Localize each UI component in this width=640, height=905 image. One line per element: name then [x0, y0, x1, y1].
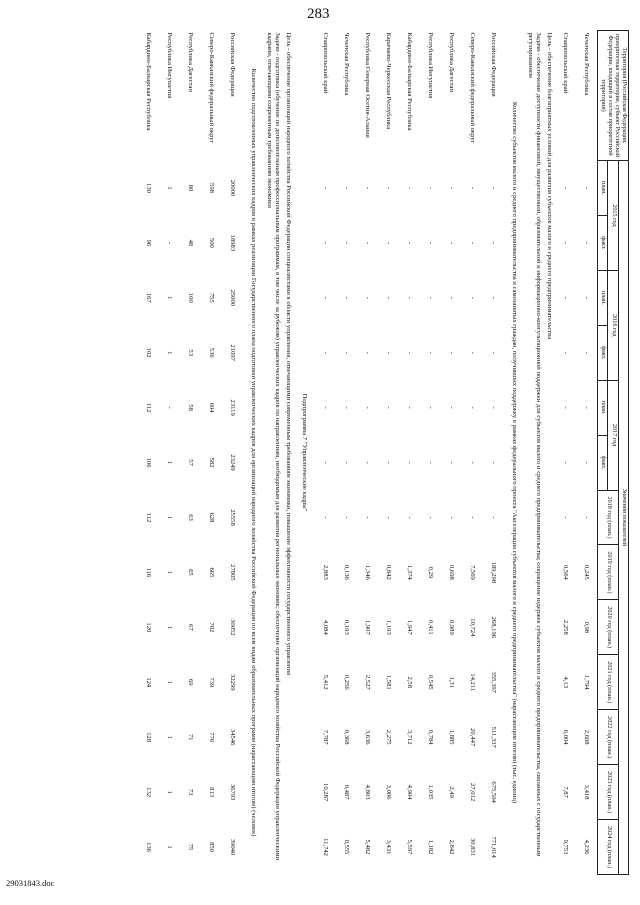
value-cell: -: [583, 241, 591, 244]
value-cell: -: [448, 406, 456, 409]
value-cell: 116: [145, 567, 153, 578]
value-cell: 23119: [229, 399, 237, 416]
value-cell: 27,012: [469, 783, 477, 802]
value-cell: 124: [145, 677, 153, 688]
value-cell: 755: [208, 292, 216, 303]
value-cell: -: [364, 516, 372, 519]
value-cell: 18983: [229, 234, 237, 252]
value-cell: -: [490, 186, 498, 190]
value-cell: 58: [187, 404, 195, 411]
value-cell: 1,885: [448, 729, 456, 745]
territory-cell: Ставропольский край: [322, 32, 330, 94]
value-cell: 500: [208, 237, 216, 248]
value-cell: 702: [208, 622, 216, 633]
indicator-heading-row: [294, 31, 315, 875]
value-cell: 39040: [229, 838, 237, 856]
value-cell: 1,035: [427, 784, 435, 800]
value-cell: -: [322, 516, 330, 519]
value-cell: -: [490, 516, 498, 519]
plan-header: план.: [598, 380, 608, 435]
value-cell: -: [562, 296, 570, 299]
territory-cell: Российская Федерация: [229, 32, 237, 97]
value-cell: -: [490, 351, 498, 354]
value-cell: -: [385, 461, 393, 464]
territory-cell: Северо-Кавказский федеральный округ: [208, 32, 216, 144]
value-cell: 120: [145, 622, 153, 633]
table-body: [138, 31, 598, 875]
value-cell: 6,004: [562, 729, 570, 745]
value-cell: -: [562, 186, 570, 190]
value-cell: -: [406, 406, 414, 409]
value-cell: -: [469, 296, 477, 299]
value-cell: 36793: [229, 783, 237, 801]
value-cell: 1,182: [427, 839, 435, 855]
goal-text-row: [525, 31, 544, 875]
value-cell: 665: [208, 567, 216, 578]
value-cell: -: [343, 241, 351, 244]
value-cell: 813: [208, 787, 216, 798]
value-cell: -: [406, 186, 414, 190]
value-cell: 48: [187, 239, 195, 247]
value-cell: 2,275: [385, 729, 393, 745]
value-cell: -: [448, 351, 456, 354]
year-2020-header: 2020 год (план.): [598, 600, 619, 655]
value-cell: 0,555: [343, 839, 351, 855]
value-cell: -: [469, 406, 477, 409]
territory-header: Территория (Российская Федерация, приоритетная территория, субъект Российской Федерации, входящий в состав приоритетной территории): [598, 31, 629, 161]
value-cell: -: [427, 186, 435, 190]
territory-cell: Российская Федерация: [490, 32, 498, 97]
value-cell: 69: [187, 678, 195, 686]
table-row: [336, 31, 357, 875]
fact-header: факт.: [598, 435, 608, 490]
values-header: Значения показателей: [619, 161, 629, 875]
year-2015-header: 2015 год: [608, 161, 619, 271]
table-row: [357, 31, 378, 875]
table-row: [576, 31, 598, 875]
territory-cell: Чеченская Республика: [583, 32, 591, 96]
value-cell: 21097: [229, 344, 237, 361]
value-cell: 0,564: [562, 564, 570, 580]
value-cell: 4,13: [562, 676, 570, 689]
value-cell: 1,346: [364, 564, 372, 580]
value-cell: -: [490, 406, 498, 409]
value-cell: 776: [208, 732, 216, 743]
table-row: [315, 31, 336, 875]
value-cell: -: [385, 241, 393, 244]
table-row: [180, 31, 201, 875]
value-cell: 30,831: [469, 837, 477, 857]
value-cell: 102: [145, 347, 153, 358]
value-cell: 27805: [229, 564, 237, 581]
value-cell: 1: [166, 515, 174, 520]
value-cell: -: [427, 406, 435, 409]
value-cell: 582: [208, 457, 216, 468]
value-cell: 136: [145, 842, 153, 852]
value-cell: -: [166, 241, 174, 244]
value-cell: 1,907: [364, 619, 372, 635]
value-cell: 5,482: [364, 839, 372, 855]
value-cell: 1,374: [406, 564, 414, 580]
table-header: [598, 31, 629, 875]
value-cell: 63: [187, 514, 195, 521]
value-cell: -: [343, 461, 351, 464]
indicator-heading: Количество субъектов малого и среднего предпринимательства и самозанятых граждан, получивших поддержку в рамках федерального проекта "Акселерация субъектов малого и среднего предпринимательства" (нарастающим итогом) (тыс. единиц): [511, 101, 519, 804]
value-cell: 7,87: [562, 786, 570, 798]
value-cell: -: [469, 186, 477, 190]
territory-cell: Республика Дагестан: [187, 32, 195, 93]
year-2022-header: 2022 год (план.): [598, 710, 619, 765]
value-cell: 4,084: [322, 619, 330, 635]
goal-text: Задачи - обеспечение доступности финансовой, имущественной, образовательной и информационно-консультационной поддержки для субъектов малого и среднего предпринимательства; сокращение издержек субъектов малого и среднего предпринимательства, связанных с государственным регулированием: [527, 32, 542, 857]
value-cell: 132: [145, 787, 153, 798]
value-cell: 4,236: [583, 839, 591, 855]
value-cell: 1: [166, 790, 174, 794]
value-cell: 0,136: [343, 564, 351, 580]
value-cell: 0,193: [343, 619, 351, 635]
value-cell: -: [343, 406, 351, 409]
year-2024-header: 2024 год (план.): [598, 820, 619, 875]
value-cell: 65: [187, 569, 195, 576]
territory-cell: Кабардино-Балкарская Республика: [145, 32, 153, 131]
indicator-heading: Количество подготовленных управленческих кадров в рамках реализации Государственного плана подготовки управленческих кадров для организаций народного хозяйства Российской Федерации по всем видам образовательных программ (нарастающим итогом) (человек): [250, 68, 258, 837]
rotated-table-area: [29, 30, 629, 875]
indicator-heading-row: [243, 31, 264, 875]
value-cell: -: [364, 406, 372, 409]
fact-header: факт.: [598, 325, 608, 380]
value-cell: 30052: [229, 619, 237, 636]
value-cell: 11,742: [322, 838, 330, 856]
value-cell: 0,98: [583, 621, 591, 634]
fact-header: факт.: [598, 215, 608, 270]
goal-text: Задачи - подготовка (обучение по дополнительным профессиональным программам, в том числе за рубежом) управленческих кадров по направлениям, необходимым для развития региональных экономик; обеспечение организаций народного хозяйства Российской Федерации управленческими кадрами, отвечающими современным требованиям экономики: [266, 32, 281, 861]
value-cell: -: [364, 296, 372, 299]
value-cell: 2,883: [322, 564, 330, 580]
value-cell: 3,006: [385, 784, 393, 800]
value-cell: -: [427, 241, 435, 244]
table-row: [555, 31, 576, 875]
value-cell: 1: [166, 625, 174, 629]
value-cell: -: [385, 186, 393, 190]
value-cell: 0,29: [427, 566, 435, 579]
plan-header: план.: [598, 161, 608, 216]
value-cell: -: [427, 461, 435, 464]
value-cell: 1: [166, 186, 174, 190]
table-row: [399, 31, 420, 875]
value-cell: -: [385, 351, 393, 354]
goal-text-row: [544, 31, 555, 875]
value-cell: -: [385, 516, 393, 519]
value-cell: -: [448, 241, 456, 244]
value-cell: 1,794: [583, 674, 591, 690]
value-cell: 14,211: [469, 673, 477, 692]
territory-cell: Ставропольский край: [562, 32, 570, 94]
value-cell: 771,014: [490, 836, 498, 858]
value-cell: 10,724: [469, 618, 477, 637]
table-row: [483, 31, 504, 875]
value-cell: -: [448, 461, 456, 464]
value-cell: -: [364, 461, 372, 464]
value-cell: -: [343, 351, 351, 354]
value-cell: 1: [166, 296, 174, 300]
value-cell: -: [343, 516, 351, 519]
value-cell: 0,989: [448, 619, 456, 635]
territory-cell: Карачаево-Черкесская Республика: [385, 32, 393, 130]
value-cell: -: [490, 241, 498, 244]
value-cell: -: [343, 296, 351, 299]
value-cell: -: [385, 406, 393, 409]
value-cell: 53: [187, 349, 195, 357]
goal-text: Цель - обеспечение организаций народного хозяйства Российской Федерации специалистами в области управления, отвечающими современным требованиям экономики, повышение эффективности государственного управления: [285, 32, 293, 676]
value-cell: 128: [145, 732, 153, 743]
value-cell: 189,298: [490, 561, 498, 584]
value-cell: 1,947: [406, 619, 414, 635]
territory-cell: Северо-Кавказский федеральный округ: [469, 32, 477, 144]
table-row: [138, 31, 159, 875]
table-row: [420, 31, 441, 875]
value-cell: 0,698: [448, 564, 456, 580]
value-cell: 7,787: [322, 729, 330, 745]
value-cell: 57: [187, 459, 195, 466]
value-cell: -: [583, 461, 591, 464]
table-row: [222, 31, 243, 875]
goal-text-row: [264, 31, 283, 875]
value-cell: -: [469, 516, 477, 519]
value-cell: 112: [145, 512, 153, 523]
value-cell: -: [322, 296, 330, 299]
value-cell: 604: [208, 402, 216, 413]
value-cell: -: [166, 406, 174, 409]
value-cell: -: [406, 296, 414, 299]
value-cell: 23249: [229, 454, 237, 471]
value-cell: -: [583, 516, 591, 519]
value-cell: 130: [145, 183, 153, 193]
value-cell: -: [322, 351, 330, 354]
year-2023-header: 2023 год (план.): [598, 765, 619, 820]
value-cell: -: [322, 461, 330, 464]
page-number: 283: [307, 6, 330, 22]
value-cell: 9,753: [562, 839, 570, 855]
value-cell: -: [322, 241, 330, 244]
value-cell: 3,418: [583, 784, 591, 800]
year-2018-header: 2018 год (план.): [598, 490, 619, 545]
territory-cell: Республика Ингушетия: [427, 32, 435, 99]
value-cell: 2,58: [406, 676, 414, 689]
value-cell: -: [406, 516, 414, 519]
value-cell: 0,245: [583, 564, 591, 580]
value-cell: 7,569: [469, 564, 477, 580]
value-cell: 73: [187, 788, 195, 796]
value-cell: 100: [187, 292, 195, 303]
value-cell: 355,397: [490, 671, 498, 693]
value-cell: 511,337: [490, 726, 498, 748]
value-cell: -: [364, 186, 372, 190]
value-cell: 167: [145, 292, 153, 303]
value-cell: -: [583, 296, 591, 299]
year-2021-header: 2021 год (план.): [598, 655, 619, 710]
value-cell: 75: [187, 843, 195, 851]
indicator-heading: Подпрограмма 7 "Управленческие кадры": [301, 393, 309, 512]
value-cell: 2,608: [583, 729, 591, 745]
indicator-heading-row: [504, 31, 525, 875]
value-cell: -: [562, 461, 570, 464]
value-cell: 0,545: [427, 674, 435, 690]
value-cell: -: [427, 351, 435, 354]
value-cell: -: [406, 351, 414, 354]
territory-cell: Чеченская Республика: [343, 32, 351, 96]
value-cell: 4,803: [364, 784, 372, 800]
value-cell: 850: [208, 842, 216, 852]
value-cell: -: [427, 296, 435, 299]
value-cell: 34546: [229, 728, 237, 746]
territory-cell: Республика Северная Осетия-Алания: [364, 32, 372, 138]
value-cell: -: [364, 351, 372, 354]
file-name: 29031843.doc: [6, 878, 55, 888]
value-cell: 0,256: [343, 674, 351, 690]
value-cell: 1: [166, 845, 174, 849]
value-cell: 2,527: [364, 674, 372, 690]
value-cell: 0,487: [343, 784, 351, 800]
year-2019-header: 2019 год (план.): [598, 545, 619, 600]
value-cell: 112: [145, 402, 153, 413]
value-cell: 1,31: [448, 676, 456, 689]
value-cell: -: [562, 351, 570, 354]
year-2016-header: 2016 год: [608, 270, 619, 380]
value-cell: 739: [208, 677, 216, 688]
territory-cell: Республика Дагестан: [448, 32, 456, 93]
value-cell: -: [448, 186, 456, 190]
value-cell: 1: [166, 735, 174, 739]
table-row: [378, 31, 399, 875]
value-cell: -: [427, 516, 435, 519]
value-cell: -: [562, 406, 570, 409]
value-cell: 675,504: [490, 781, 498, 803]
table-row: [441, 31, 462, 875]
value-cell: 32299: [229, 674, 237, 691]
value-cell: -: [322, 186, 330, 190]
value-cell: 268,196: [490, 616, 498, 639]
value-cell: 1: [166, 570, 174, 575]
value-cell: 5,412: [322, 674, 330, 690]
territory-cell: Республика Ингушетия: [166, 32, 174, 99]
value-cell: 3,712: [406, 729, 414, 745]
value-cell: 628: [208, 512, 216, 523]
value-cell: -: [448, 516, 456, 519]
goal-text: Цель - обеспечение благоприятных условий для развития субъектов малого и среднего предпринимательства: [546, 32, 554, 340]
value-cell: 2,258: [562, 619, 570, 635]
table-row: [201, 31, 222, 875]
value-cell: 1: [166, 460, 174, 465]
value-cell: 1,581: [385, 674, 393, 690]
value-cell: -: [343, 186, 351, 190]
value-cell: 80: [187, 184, 195, 192]
value-cell: 5,597: [406, 839, 414, 855]
plan-header: план.: [598, 270, 608, 325]
value-cell: -: [490, 461, 498, 464]
value-cell: -: [469, 241, 477, 244]
value-cell: 598: [208, 183, 216, 193]
indicators-table: [138, 30, 629, 875]
table-row: [159, 31, 180, 875]
value-cell: 67: [187, 624, 195, 631]
value-cell: -: [364, 241, 372, 244]
value-cell: 71: [187, 733, 195, 741]
value-cell: 1: [166, 680, 174, 684]
goal-text-row: [283, 31, 294, 875]
value-cell: 0,842: [385, 564, 393, 580]
table-row: [462, 31, 483, 875]
value-cell: -: [583, 351, 591, 354]
value-cell: 0,411: [427, 620, 435, 635]
value-cell: 96: [145, 239, 153, 247]
value-cell: -: [385, 296, 393, 299]
year-2017-header: 2017 год: [608, 380, 619, 490]
value-cell: 1: [166, 351, 174, 355]
value-cell: -: [406, 241, 414, 244]
value-cell: 3,636: [364, 729, 372, 745]
value-cell: -: [562, 241, 570, 244]
value-cell: -: [583, 406, 591, 409]
value-cell: 536: [208, 347, 216, 358]
value-cell: -: [406, 461, 414, 464]
value-cell: 20000: [229, 179, 237, 197]
value-cell: -: [322, 406, 330, 409]
value-cell: -: [562, 516, 570, 519]
value-cell: -: [583, 186, 591, 190]
value-cell: 0,784: [427, 729, 435, 745]
value-cell: -: [448, 296, 456, 299]
value-cell: -: [490, 296, 498, 299]
value-cell: -: [469, 461, 477, 464]
territory-cell: Кабардино-Балкарская Республика: [406, 32, 414, 131]
value-cell: 2,842: [448, 839, 456, 855]
value-cell: 25558: [229, 509, 237, 526]
value-cell: 2,49: [448, 786, 456, 798]
value-cell: 3,431: [385, 839, 393, 855]
value-cell: 10,287: [322, 783, 330, 802]
value-cell: 20,447: [469, 728, 477, 747]
value-cell: 106: [145, 457, 153, 468]
value-cell: 4,904: [406, 784, 414, 800]
value-cell: -: [469, 351, 477, 354]
value-cell: 1,193: [385, 619, 393, 635]
value-cell: 0,368: [343, 729, 351, 745]
value-cell: 25000: [229, 289, 237, 307]
